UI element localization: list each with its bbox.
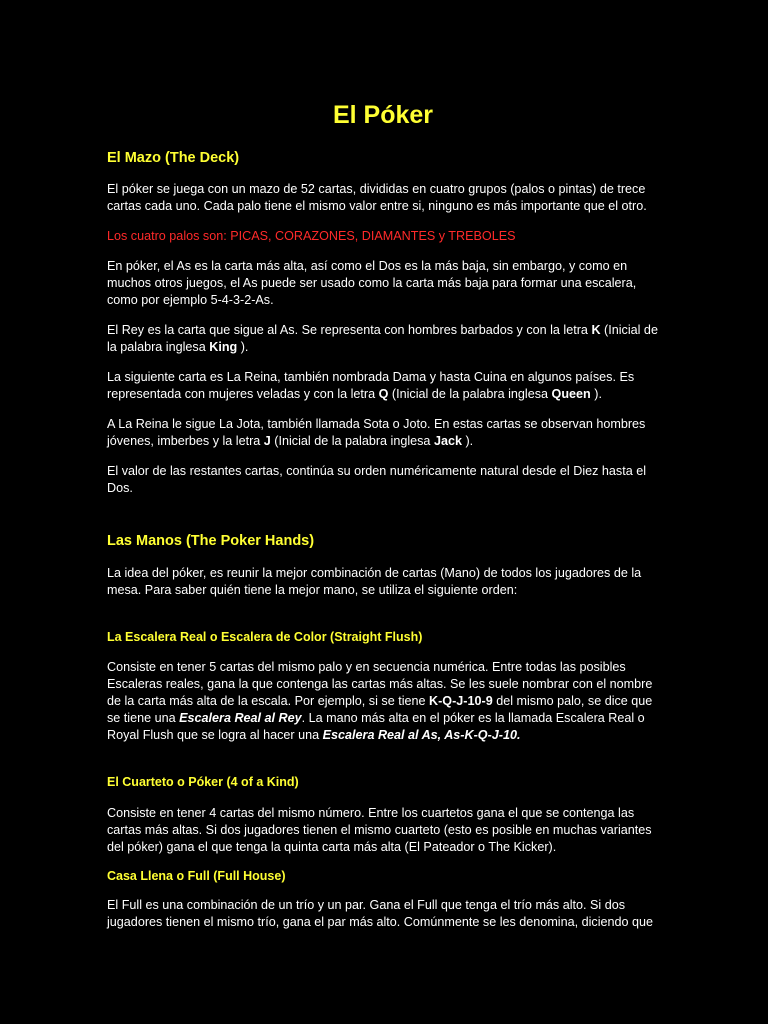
reina-text-a: La siguiente carta es La Reina, también nombrada Dama y hasta Cuina en algunos países. Es representada con mujeres veladas y con la letra: [107, 370, 635, 401]
subheading-full: Casa Llena o Full (Full House): [107, 869, 286, 883]
reina-letter: Q: [378, 387, 389, 401]
rey-word: King: [209, 340, 238, 354]
jota-text-b: (Inicial de la palabra inglesa: [270, 434, 434, 448]
paragraph-full: El Full es una combinación de un trío y un par. Gana el Full que tenga el trío más alto. Si dos jugadores tienen el mismo trío, gana el par más alto. Comúnmente se les denomina, diciendo que: [107, 898, 654, 929]
rey-text-b: (Inicial de la palabra inglesa: [107, 323, 658, 354]
reina-text-b: (Inicial de la palabra inglesa: [388, 387, 552, 401]
jota-letter: J: [263, 434, 271, 448]
escalera-al-as: Escalera Real al As, As-K-Q-J-10.: [322, 728, 521, 742]
paragraph-as: En póker, el As es la carta más alta, así como el Dos es la más baja, sin embargo, y como en muchos otros juegos, el As puede ser usado como la carta más baja para formar una escalera, como por ejemplo 5-4-3-2-As.: [107, 259, 637, 307]
escalera-example: K-Q-J-10-9: [429, 694, 493, 708]
paragraph-palos: Los cuatro palos son: PICAS, CORAZONES, DIAMANTES y TREBOLES: [107, 229, 516, 243]
page-title: El Póker: [332, 101, 434, 129]
rey-letter: K: [591, 323, 601, 337]
reina-text-c: ).: [590, 387, 602, 401]
paragraph-escalera-real: [107, 659, 659, 744]
subheading-cuarteto: El Cuarteto o Póker (4 of a Kind): [107, 775, 299, 789]
paragraph-jota: [107, 416, 659, 450]
rey-text-a: El Rey es la carta que sigue al As. Se representa con hombres barbados y con la letra: [107, 323, 592, 337]
reina-word: Queen: [551, 387, 591, 401]
escalera-text-b: del mismo palo, se dice que se tiene una: [107, 694, 653, 725]
escalera-text-c: . La mano más alta en el póker es la llamada Escalera Real o Royal Flush que se logra al hacer una: [107, 711, 645, 742]
paragraph-mazo-intro: El póker se juega con un mazo de 52 cartas, divididas en cuatro grupos (palos o pintas) de trece cartas cada uno. Cada palo tiene el mismo valor entre si, ninguno es más importante que el otro.: [107, 182, 647, 213]
paragraph-rey: [107, 322, 659, 356]
escalera-al-rey: Escalera Real al Rey: [179, 711, 302, 725]
section-heading-manos: Las Manos (The Poker Hands): [107, 533, 315, 549]
paragraph-cuarteto: Consiste en tener 4 cartas del mismo número. Entre los cuartetos gana el que se contenga las cartas más altas. Si dos jugadores tienen el mismo cuarteto (esto es posible en muchas variantes del póker) gana el que tenga la quinta carta más alta (El Pateador o The Kicker).: [107, 806, 652, 854]
escalera-text-a: Consiste en tener 5 cartas del mismo palo y en secuencia numérica. Entre todas las posibles Escaleras reales, gana la que contenga las cartas más altas. Se les suele nombrar con el nombre de la carta más alta de la escala. Por ejemplo, si se tiene: [107, 660, 653, 708]
paragraph-valor: El valor de las restantes cartas, continúa su orden numéricamente natural desde el Diez hasta el Dos.: [107, 464, 647, 495]
jota-word: Jack: [433, 434, 462, 448]
section-heading-mazo: El Mazo (The Deck): [107, 150, 240, 166]
paragraph-manos-intro: La idea del póker, es reunir la mejor combinación de cartas (Mano) de todos los jugadores de la mesa. Para saber quién tiene la mejor mano, se utiliza el siguiente orden:: [107, 566, 642, 597]
jota-text-a: A La Reina le sigue La Jota, también llamada Sota o Joto. En estas cartas se observan hombres jóvenes, imberbes y la letra: [107, 417, 646, 448]
paragraph-reina: [107, 369, 659, 403]
jota-text-c: ).: [461, 434, 474, 448]
subheading-escalera-real: La Escalera Real o Escalera de Color (Straight Flush): [107, 630, 423, 644]
rey-text-c: ).: [237, 340, 249, 354]
